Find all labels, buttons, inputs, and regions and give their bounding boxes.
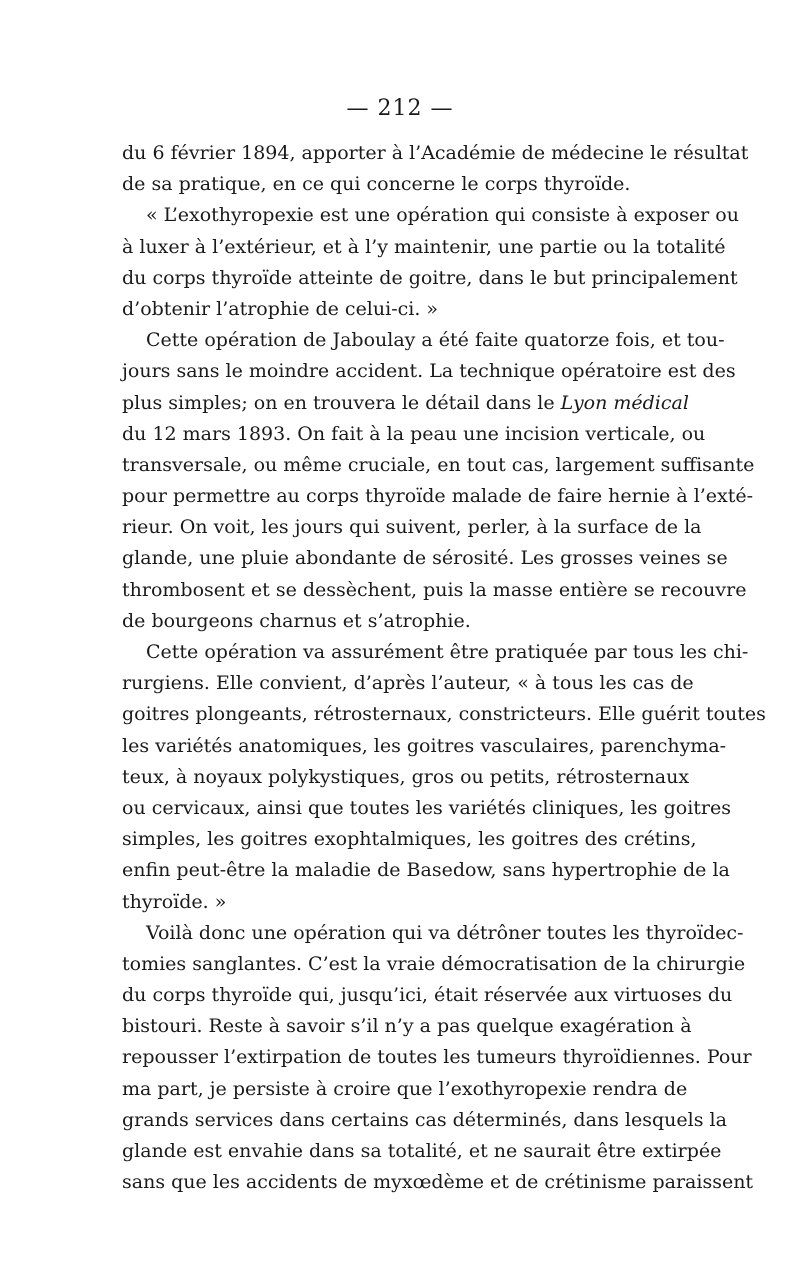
text-line: repousser l’extirpation de toutes les tumeurs thyroïdiennes. Pour — [122, 1046, 752, 1069]
text-line: pour permettre au corps thyroïde malade de faire hernie à l’exté- — [122, 485, 754, 508]
text-line: Voilà donc une opération qui va détrôner toutes les thyroïdec- — [146, 921, 744, 944]
text-line: de bourgeons charnus et s’atrophie. — [122, 609, 471, 632]
page-number: — 212 — — [346, 96, 454, 121]
text-line: les variétés anatomiques, les goitres vasculaires, parenchyma- — [122, 734, 727, 757]
text-line: sans que les accidents de myxœdème et de crétinisme paraissent — [122, 1171, 754, 1194]
text-line: Cette opération va assurément être pratiquée par tous les chi- — [146, 641, 749, 663]
text-line: thrombosent et se dessèchent, puis la masse entière se recouvre — [122, 578, 747, 601]
text-line: de sa pratique, en ce qui concerne le corps thyroïde. — [122, 173, 631, 196]
body-text — [122, 138, 766, 1198]
text-line: jours sans le moindre accident. La technique opératoire est des — [122, 360, 736, 383]
text-line: ou cervicaux, ainsi que toutes les variétés cliniques, les goitres — [122, 796, 731, 819]
text-line: bistouri. Reste à savoir s’il n’y a pas quelque exagération à — [122, 1015, 692, 1038]
journal-title: Lyon médical — [560, 391, 689, 414]
text-line: d’obtenir l’atrophie de celui-ci. » — [122, 297, 439, 320]
text-line: teux, à noyaux polykystiques, gros ou petits, rétrosternaux — [122, 765, 690, 788]
text-line: à luxer à l’extérieur, et à l’y maintenir, une partie ou la totalité — [122, 235, 726, 258]
text-line — [122, 388, 689, 419]
text-line: thyroïde. » — [122, 890, 227, 913]
text-line: ma part, je persiste à croire que l’exothyropexie rendra de — [122, 1077, 688, 1100]
text-line: glande, une pluie abondante de sérosité. Les grosses veines se — [122, 547, 728, 570]
text-line: du corps thyroïde qui, jusqu’ici, était réservée aux virtuoses du — [122, 984, 733, 1007]
text-run: plus simples; on en trouvera le détail dans le — [122, 391, 561, 414]
text-line: du 12 mars 1893. On fait à la peau une incision verticale, ou — [122, 422, 706, 445]
text-line: du 6 février 1894, apporter à l’Académie de médecine le résultat — [122, 142, 749, 164]
text-line: du corps thyroïde atteinte de goitre, dans le but principalement — [122, 266, 738, 289]
text-line: Cette opération de Jaboulay a été faite quatorze fois, et tou- — [146, 329, 725, 352]
text-line: glande est envahie dans sa totalité, et ne saurait être extirpée — [122, 1140, 722, 1162]
text-line: grands services dans certains cas déterminés, dans lesquels la — [122, 1108, 727, 1131]
text-line: « L’exothyropexie est une opération qui consiste à exposer ou — [146, 204, 739, 227]
text-line: simples, les goitres exophtalmiques, les goitres des crétins, — [122, 828, 697, 851]
text-line: rurgiens. Elle convient, d’après l’auteur, « à tous les cas de — [122, 672, 694, 695]
text-line: tomies sanglantes. C’est la vraie démocratisation de la chirurgie — [122, 952, 746, 975]
text-line: goitres plongeants, rétrosternaux, constricteurs. Elle guérit toutes — [122, 703, 766, 726]
text-line: enfin peut-être la maladie de Basedow, sans hypertrophie de la — [122, 859, 730, 882]
text-line: transversale, ou même cruciale, en tout cas, largement suffisante — [122, 453, 755, 476]
text-line: rieur. On voit, les jours qui suivent, perler, à la surface de la — [122, 516, 702, 539]
